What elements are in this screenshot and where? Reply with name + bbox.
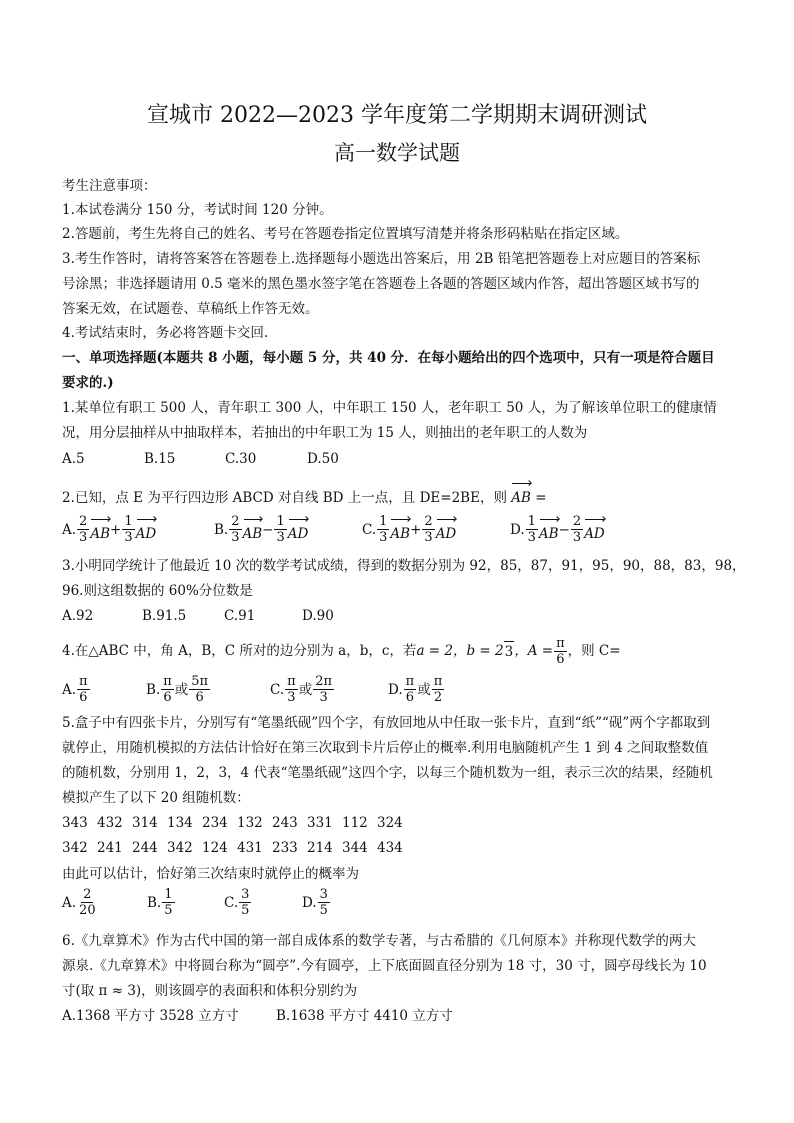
q2-a-frac2 [122,514,134,545]
den: 6 [163,690,172,705]
q2-b-frac2 [274,514,286,545]
random-number: 134 [167,815,193,831]
random-number: 233 [272,840,298,856]
q4-stem [62,634,734,668]
vec-ad: AD [136,516,157,544]
q5-stem-line2: 就停止，用随机模拟的方法估计恰好在第三次取到卡片后停止的概率.利用电脑随机产生 1 到 4 之间取整数值 [62,740,709,756]
q2-stem [62,480,734,508]
vec-ad: AD [436,516,457,544]
random-number: 124 [202,840,228,856]
frac [239,887,251,918]
den: 6 [195,690,204,705]
exam-subtitle: 高一数学试题 [334,141,460,165]
q4-option-b [146,674,211,705]
q5-b-label: B. [147,894,162,911]
q1-option-b: B.15 [144,451,176,467]
random-number: 241 [97,840,123,856]
q5-d-label: D. [302,894,317,911]
q5-random-row-2 [62,840,412,856]
q2-c-frac2 [422,514,434,545]
den: 5 [241,903,250,918]
den: 6 [405,690,415,705]
random-number: 431 [237,840,263,856]
q6-stem-line2: 源泉.《九章算术》中将圆台称为“圆亭”.今有圆亭，上下底面圆直径分别为 18 寸，30 寸，圆亭母线长为 10 [62,958,707,974]
vec-ad: AD [584,516,605,544]
num: 2 [231,514,240,529]
q4-stem-end: ，则 C= [567,643,621,659]
num: π [163,674,172,689]
q4-A-eq: ，A = [514,643,554,659]
random-number: 243 [272,815,298,831]
num: 1 [164,887,173,902]
note-3-line2: 号涂黑；非选择题请用 0.5 毫米的黑色墨水签字笔在答题卷上各题的答题区域内作答，超出答题区域书写的 [62,276,700,292]
q2-vector-ab: AB [511,480,531,508]
vec-ab: AB [90,516,110,544]
q5-option-a [62,887,99,918]
q3-stem-line1: 3.小明同学统计了他最近 10 次的数学考试成绩，得到的数据分别为 92，85，87，91，95，90，88，83，98， [62,558,746,574]
num: 1 [527,514,536,529]
random-number: 214 [307,840,333,856]
random-number: 314 [132,815,158,831]
notes-heading: 考生注意事项： [62,178,157,194]
random-number: 432 [97,815,123,831]
num: 1 [379,514,388,529]
frac [189,674,210,705]
q5-stem-line5: 由此可以估计，恰好第三次结束时就停止的概率为 [62,866,359,882]
random-number: 434 [377,840,403,856]
den: 3 [319,690,328,705]
q5-random-row-1 [62,815,412,831]
q3-option-c: C.91 [224,608,256,624]
note-1: 1.本试卷满分 150 分，考试时间 120 分钟。 [62,202,333,218]
q4-option-c [270,674,335,705]
num: π [287,674,296,689]
den: 3 [424,530,433,545]
or-text: 或 [417,681,431,698]
vec-ab: AB [390,516,410,544]
frac [77,887,98,918]
frac [77,674,90,705]
section-heading-line1: 一、单项选择题(本题共 8 小题，每小题 5 分，共 40 分．在每小题给出的四个选项中，只有一项是符合题目 [62,350,715,366]
q5-stem-line4: 模拟产生了以下 20 组随机数： [62,790,250,806]
random-number: 132 [237,815,263,831]
den: 20 [79,903,96,918]
num: 2 [83,887,92,902]
num: π [79,674,88,689]
den: 6 [79,690,88,705]
q2-option-b [214,514,308,545]
q2-option-a [62,514,156,545]
plus-sign: + [110,521,122,538]
frac [404,674,417,705]
vec-ab: AB [243,516,263,544]
sqrt-symbol [504,641,515,662]
q1-option-d: D.50 [307,451,339,467]
random-number: 343 [62,815,88,831]
num: 2 [424,514,433,529]
den: 3 [79,530,88,545]
q2-a-label: A. [62,521,77,538]
random-number: 112 [342,815,368,831]
q1-option-a: A.5 [62,451,85,467]
vec-ad: AD [288,516,309,544]
q3-option-a: A.92 [62,608,94,624]
num: π [433,674,443,689]
note-4: 4.考试结束时，务必将答题卡交回. [62,325,269,341]
random-number: 234 [202,815,228,831]
q5-option-b [147,887,176,918]
q5-option-d [302,887,331,918]
q4-c-label: C. [270,681,285,698]
den: 2 [433,690,443,705]
random-number: 342 [62,840,88,856]
q1-stem-line2: 况，用分层抽样从中抽取样本，若抽出的中年职工为 15 人，则抽出的老年职工的人数为 [62,425,588,441]
q5-option-c [224,887,252,918]
q4-option-a [62,674,91,705]
q1-stem-line1: 1.某单位有职工 500 人，青年职工 300 人，中年职工 150 人，老年职工 50 人，为了解该单位职工的健康情 [62,400,717,416]
q4-b-eq: ，b = 2 [452,643,504,659]
note-2: 2.答题前，考生先将自己的姓名、考号在答题卷指定位置填写清楚并将条形码粘贴在指定区域。 [62,226,629,242]
den: 3 [379,530,388,545]
q3-option-d: D.90 [302,608,334,624]
q2-stem-text: 2.已知，点 E 为平行四边形 ABCD 对自线 BD 上一点，且 DE=2BE，则 [62,490,507,506]
num: π [556,635,565,651]
q6-stem-line1: 6.《九章算术》作为古代中国的第一部自成体系的数学专著，与古希腊的《几何原本》并称现代数学的两大 [62,933,696,949]
den: 3 [276,530,285,545]
den: 3 [527,530,536,545]
frac [161,674,174,705]
q2-b-label: B. [214,521,229,538]
den: 5 [164,903,173,918]
random-number: 342 [167,840,193,856]
num: π [405,674,415,689]
q6-option-a: A.1368 平方寸 3528 立方寸 [62,1008,239,1024]
q2-d-frac2 [571,514,583,545]
num: 2π [315,674,333,689]
q2-d-label: D. [510,521,525,538]
q4-d-label: D. [388,681,403,698]
num: 3 [319,887,328,902]
q2-d-frac1 [526,514,538,545]
den: 3 [572,530,582,545]
q4-A-frac [554,636,567,667]
q6-stem-line3: 寸(取 π ≈ 3)，则该圆亭的表面积和体积分别约为 [62,983,358,999]
q1-option-c: C.30 [225,451,257,467]
num: 1 [124,514,133,529]
section-heading-line2: 要求的.) [62,375,114,391]
q2-stem-eq: = [530,490,547,506]
q6-option-b: B.1638 平方寸 4410 立方寸 [276,1008,453,1024]
num: 3 [241,887,250,902]
note-3-line1: 3.考生作答时，请将答案答在答题卷上.选择题每小题选出答案后，用 2B 铅笔把答题卷上对应题目的答案标 [62,251,701,267]
sqrt-radicand: 3 [504,643,514,660]
den: 3 [287,690,296,705]
num: 5π [191,674,209,689]
q2-c-frac1 [377,514,389,545]
minus-sign: − [558,521,570,538]
frac [432,674,445,705]
random-number: 244 [132,840,158,856]
frac [318,887,330,918]
q3-option-b: B.91.5 [142,608,187,624]
q4-stem-text: 4.在△ABC 中，角 A，B，C 所对的边分别为 a，b，c，若 [62,643,417,659]
den: 6 [556,651,565,667]
q2-b-frac1 [229,514,241,545]
frac [285,674,298,705]
random-number: 324 [377,815,403,831]
q5-a-label: A. [62,894,77,911]
note-3-line3: 答案无效，在试题卷、草稿纸上作答无效。 [62,301,319,317]
exam-title: 宣城市 2022—2023 学年度第二学期期末调研测试 [147,103,647,128]
minus-sign: − [262,521,274,538]
q2-option-c [362,514,456,545]
q5-c-label: C. [224,894,239,911]
num: 2 [572,514,582,529]
q2-a-frac1 [77,514,89,545]
q4-b-label: B. [146,681,161,698]
vec-ab: AB [539,516,559,544]
q4-a-label: A. [62,681,77,698]
plus-sign: + [410,521,422,538]
num: 2 [79,514,88,529]
or-text: 或 [298,681,313,698]
frac [313,674,334,705]
frac [162,887,174,918]
q2-option-d [510,514,605,545]
q5-stem-line1: 5.盒子中有四张卡片，分别写有“笔墨纸砚”四个字，有放回地从中任取一张卡片，直到“纸”“砚”两个字都取到 [62,715,711,731]
num: 1 [276,514,285,529]
or-text: 或 [174,681,189,698]
q4-option-d [388,674,445,705]
q5-stem-line3: 的随机数，分别用 1，2，3，4 代表“笔墨纸砚”这四个字，以每三个随机数为一组，表示三次的结果，经随机 [62,765,713,781]
random-number: 344 [342,840,368,856]
den: 3 [231,530,240,545]
random-number: 331 [307,815,333,831]
den: 5 [319,903,328,918]
q4-a-eq: a = 2 [416,643,453,659]
q3-stem-line2: 96.则这组数据的 60%分位数是 [62,583,253,599]
q2-c-label: C. [362,521,377,538]
den: 3 [124,530,133,545]
